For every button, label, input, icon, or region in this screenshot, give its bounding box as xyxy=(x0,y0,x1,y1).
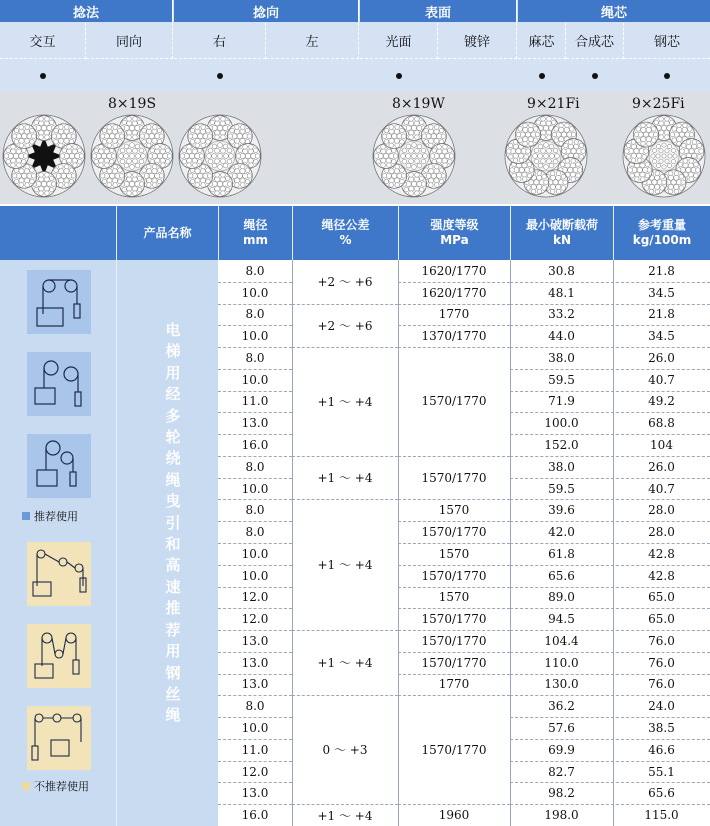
label-9x21fi: 9×21Fi xyxy=(527,96,580,112)
row-divider xyxy=(218,521,292,522)
row-divider xyxy=(218,434,292,435)
cell-weight: 49.2 xyxy=(648,394,675,409)
cell-diameter: 12.0 xyxy=(241,612,269,627)
cell-weight: 42.8 xyxy=(648,568,675,583)
option-left: 左 xyxy=(266,23,359,59)
cell-weight: 34.5 xyxy=(648,329,675,344)
row-divider xyxy=(398,347,510,348)
reeving-overhead-icon xyxy=(27,434,91,498)
row-divider xyxy=(218,369,292,370)
cell-weight: 65.0 xyxy=(648,590,675,605)
cell-diameter: 12.0 xyxy=(241,590,269,605)
reeving-multi-sheave-3-icon xyxy=(27,706,91,770)
row-divider xyxy=(510,674,710,675)
row-divider xyxy=(510,761,710,762)
cell-strength: 1370/1770 xyxy=(421,329,487,344)
legend-not-recommended-swatch xyxy=(22,782,30,790)
header-strength-text: 强度等级 xyxy=(430,218,479,232)
row-divider xyxy=(510,521,710,522)
row-divider xyxy=(292,347,398,348)
cell-breaking-load: 39.6 xyxy=(548,503,575,518)
cell-breaking-load: 130.0 xyxy=(544,677,579,692)
row-divider xyxy=(218,717,292,718)
cell-tolerance: +1 ～ +4 xyxy=(317,656,373,671)
cell-breaking-load: 38.0 xyxy=(548,350,575,365)
row-divider xyxy=(218,630,292,631)
header-lay-direction: 捻向 xyxy=(174,0,359,22)
cell-diameter: 10.0 xyxy=(241,721,269,736)
label-9x25fi: 9×25Fi xyxy=(632,96,685,112)
row-divider xyxy=(218,695,292,696)
header-strength xyxy=(398,206,510,260)
cell-diameter: 10.0 xyxy=(241,329,269,344)
row-divider xyxy=(510,565,710,566)
cell-weight: 104 xyxy=(650,438,673,453)
cell-diameter: 16.0 xyxy=(241,808,269,823)
cell-breaking-load: 89.0 xyxy=(548,590,575,605)
row-divider xyxy=(218,456,292,457)
cell-breaking-load: 94.5 xyxy=(548,612,575,627)
cell-diameter: 10.0 xyxy=(241,285,269,300)
dot-regular-lay xyxy=(0,60,86,91)
cell-tolerance: +2 ～ +6 xyxy=(317,275,373,290)
row-divider xyxy=(218,499,292,500)
option-lang-lay: 同向 xyxy=(86,23,173,59)
row-divider xyxy=(292,456,398,457)
cell-weight: 42.8 xyxy=(648,546,675,561)
cell-tolerance: +2 ～ +6 xyxy=(317,318,373,333)
dot-bright xyxy=(360,60,438,91)
cell-diameter: 13.0 xyxy=(241,633,269,648)
row-divider xyxy=(218,304,292,305)
row-divider xyxy=(218,608,292,609)
cell-weight: 68.8 xyxy=(648,416,675,431)
row-divider xyxy=(218,782,292,783)
cell-diameter: 11.0 xyxy=(241,394,269,409)
row-divider xyxy=(398,521,510,522)
row-divider xyxy=(292,304,398,305)
cell-breaking-load: 152.0 xyxy=(544,438,579,453)
cell-diameter: 8.0 xyxy=(245,307,265,322)
option-synthetic-core: 合成芯 xyxy=(566,23,624,59)
dot-right xyxy=(174,60,266,91)
cell-diameter: 10.0 xyxy=(241,481,269,496)
row-divider xyxy=(398,282,510,283)
product-name-char: 用 xyxy=(165,642,181,661)
row-divider xyxy=(292,804,398,805)
cell-strength: 1770 xyxy=(438,677,470,692)
row-divider xyxy=(398,499,510,500)
product-name-char: 绳 xyxy=(165,470,181,489)
row-divider xyxy=(398,695,510,696)
row-divider xyxy=(510,804,710,805)
header-lay-type: 捻法 xyxy=(0,0,173,22)
legend-recommended xyxy=(22,508,78,524)
cell-weight: 40.7 xyxy=(648,481,675,496)
cell-breaking-load: 82.7 xyxy=(548,764,575,779)
product-name-char: 曳 xyxy=(165,492,181,511)
reeving-multi-sheave-2-icon xyxy=(27,624,91,688)
cell-diameter: 8.0 xyxy=(245,459,265,474)
cell-breaking-load: 71.9 xyxy=(548,394,575,409)
cell-weight: 28.0 xyxy=(648,503,675,518)
row-divider xyxy=(292,695,398,696)
row-divider xyxy=(218,282,292,283)
row-divider xyxy=(510,478,710,479)
row-divider xyxy=(398,674,510,675)
rope-section-fibre-core-icon xyxy=(2,114,86,198)
cell-diameter: 8.0 xyxy=(245,503,265,518)
row-divider xyxy=(510,347,710,348)
cell-diameter: 8.0 xyxy=(245,263,265,278)
row-divider xyxy=(218,652,292,653)
header-product-name-text: 产品名称 xyxy=(143,225,192,240)
header-core: 绳芯 xyxy=(518,0,710,22)
row-divider xyxy=(218,325,292,326)
option-regular-lay: 交互 xyxy=(0,23,86,59)
reeving-double-wrap-icon xyxy=(27,352,91,416)
header-breaking-load-unit: kN xyxy=(552,233,572,247)
cell-weight: 38.5 xyxy=(648,721,675,736)
cell-weight: 21.8 xyxy=(648,307,675,322)
cell-breaking-load: 44.0 xyxy=(548,329,575,344)
product-name-char: 绕 xyxy=(165,449,181,468)
product-name-char: 推 xyxy=(165,599,181,618)
cell-breaking-load: 69.9 xyxy=(548,742,575,757)
dot-steel-core xyxy=(624,60,710,91)
row-divider xyxy=(218,347,292,348)
row-divider xyxy=(510,369,710,370)
cell-diameter: 8.0 xyxy=(245,350,265,365)
product-name-char: 高 xyxy=(165,556,181,575)
row-divider xyxy=(510,325,710,326)
product-name-char: 和 xyxy=(165,535,181,554)
row-divider xyxy=(218,543,292,544)
cell-weight: 76.0 xyxy=(648,655,675,670)
row-divider xyxy=(510,434,710,435)
product-name-char: 多 xyxy=(165,406,181,425)
rope-section-9x25fi-icon xyxy=(622,114,706,198)
cell-weight: 34.5 xyxy=(648,285,675,300)
row-divider xyxy=(510,739,710,740)
row-divider xyxy=(398,630,510,631)
legend-recommended-text: 推荐使用 xyxy=(34,510,78,523)
cell-weight: 65.0 xyxy=(648,612,675,627)
row-divider xyxy=(510,282,710,283)
option-fibre-core: 麻芯 xyxy=(518,23,566,59)
cell-diameter: 10.0 xyxy=(241,546,269,561)
cell-strength: 1570 xyxy=(438,590,470,605)
cell-strength: 1570/1770 xyxy=(421,612,487,627)
cell-breaking-load: 104.4 xyxy=(544,633,579,648)
product-name-char: 绳 xyxy=(165,706,181,725)
header-strength-unit: MPa xyxy=(440,233,469,247)
row-divider xyxy=(510,630,710,631)
header-breaking-load xyxy=(510,206,613,260)
dot-fibre-core xyxy=(518,60,566,91)
cell-breaking-load: 98.2 xyxy=(548,786,575,801)
cell-tolerance: +1 ～ +4 xyxy=(317,394,373,409)
legend-not-recommended xyxy=(22,778,89,794)
row-divider xyxy=(218,739,292,740)
cell-tolerance: +1 ～ +4 xyxy=(317,471,373,486)
row-divider xyxy=(510,695,710,696)
cell-weight: 28.0 xyxy=(648,525,675,540)
row-divider xyxy=(510,608,710,609)
cell-breaking-load: 36.2 xyxy=(548,699,575,714)
header-surface: 表面 xyxy=(360,0,517,22)
row-divider xyxy=(398,325,510,326)
cell-strength: 1570/1770 xyxy=(421,655,487,670)
cell-strength: 1570/1770 xyxy=(421,568,487,583)
cell-strength: 1620/1770 xyxy=(421,263,487,278)
cell-strength: 1620/1770 xyxy=(421,285,487,300)
cell-breaking-load: 59.5 xyxy=(548,481,575,496)
option-right: 右 xyxy=(174,23,266,59)
cell-strength: 1570/1770 xyxy=(421,633,487,648)
row-divider xyxy=(398,608,510,609)
cell-breaking-load: 110.0 xyxy=(544,655,579,670)
header-diameter-unit: mm xyxy=(242,233,268,247)
row-divider xyxy=(398,587,510,588)
cell-diameter: 13.0 xyxy=(241,416,269,431)
cell-diameter: 8.0 xyxy=(245,525,265,540)
reeving-single-wrap-icon xyxy=(27,270,91,334)
row-divider xyxy=(218,565,292,566)
option-bright: 光面 xyxy=(360,23,438,59)
cell-weight: 40.7 xyxy=(648,372,675,387)
cell-strength: 1570/1770 xyxy=(421,742,487,757)
rope-section-8x19s-steel-icon xyxy=(178,114,262,198)
row-divider xyxy=(398,304,510,305)
cell-diameter: 10.0 xyxy=(241,372,269,387)
row-divider xyxy=(218,587,292,588)
row-divider xyxy=(510,499,710,500)
options-table xyxy=(0,0,710,92)
cell-diameter: 13.0 xyxy=(241,677,269,692)
cell-strength: 1570/1770 xyxy=(421,525,487,540)
header-diameter xyxy=(218,206,292,260)
row-divider xyxy=(218,804,292,805)
cell-breaking-load: 42.0 xyxy=(548,525,575,540)
header-weight-text: 参考重量 xyxy=(637,218,686,232)
row-divider xyxy=(218,391,292,392)
label-8x19s: 8×19S xyxy=(108,96,157,112)
product-name-char: 电 xyxy=(165,321,181,339)
cell-weight: 65.6 xyxy=(648,786,675,801)
label-8x19w: 8×19W xyxy=(392,96,445,112)
cell-diameter: 12.0 xyxy=(241,764,269,779)
product-name-char: 荐 xyxy=(165,620,181,639)
header-tolerance-unit: % xyxy=(339,233,352,247)
cell-diameter: 16.0 xyxy=(241,438,269,453)
cell-tolerance: 0 ～ +3 xyxy=(322,743,368,758)
row-divider xyxy=(510,652,710,653)
option-steel-core: 钢芯 xyxy=(624,23,710,59)
cell-breaking-load: 61.8 xyxy=(548,546,575,561)
product-name-char: 轮 xyxy=(165,428,181,447)
row-divider xyxy=(510,391,710,392)
row-divider xyxy=(510,456,710,457)
cell-tolerance: +1 ～ +4 xyxy=(317,558,373,573)
header-tolerance-text: 绳径公差 xyxy=(321,218,370,232)
cell-weight: 115.0 xyxy=(644,808,679,823)
table-header xyxy=(0,206,710,260)
row-divider xyxy=(292,630,398,631)
row-divider xyxy=(218,478,292,479)
row-divider xyxy=(510,304,710,305)
row-divider xyxy=(398,652,510,653)
cell-breaking-load: 59.5 xyxy=(548,372,575,387)
rope-spec-table xyxy=(218,260,710,826)
cell-diameter: 10.0 xyxy=(241,568,269,583)
product-name-char: 钢 xyxy=(165,663,181,682)
cell-strength: 1570/1770 xyxy=(421,470,487,485)
legend-not-recommended-text: 不推荐使用 xyxy=(34,780,89,793)
header-breaking-load-text: 最小破断载荷 xyxy=(525,218,598,232)
cell-strength: 1960 xyxy=(438,808,470,823)
rope-section-9x21fi-icon xyxy=(504,114,588,198)
product-name-char: 丝 xyxy=(165,684,181,703)
cell-strength: 1570 xyxy=(438,546,470,561)
rope-section-8x19w-icon xyxy=(372,114,456,198)
product-name-char: 梯 xyxy=(165,342,181,361)
cell-breaking-load: 30.8 xyxy=(548,263,575,278)
cell-weight: 46.6 xyxy=(648,742,675,757)
cell-weight: 26.0 xyxy=(648,459,675,474)
cell-diameter: 13.0 xyxy=(241,786,269,801)
row-divider xyxy=(218,412,292,413)
header-weight-unit: kg/100m xyxy=(632,233,692,247)
option-galvanized: 镀锌 xyxy=(438,23,517,59)
header-product-name xyxy=(116,206,218,260)
cell-breaking-load: 38.0 xyxy=(548,459,575,474)
row-divider xyxy=(510,543,710,544)
row-divider xyxy=(510,782,710,783)
cell-strength: 1770 xyxy=(438,307,470,322)
product-name-char: 经 xyxy=(165,385,181,404)
cell-strength: 1570 xyxy=(438,503,470,518)
row-divider xyxy=(510,412,710,413)
reeving-multi-sheave-1-icon xyxy=(27,542,91,606)
row-divider xyxy=(292,499,398,500)
cell-breaking-load: 198.0 xyxy=(544,808,579,823)
cell-breaking-load: 48.1 xyxy=(548,285,575,300)
cell-weight: 24.0 xyxy=(648,699,675,714)
cell-diameter: 13.0 xyxy=(241,655,269,670)
cell-breaking-load: 65.6 xyxy=(548,568,575,583)
cross-section-row xyxy=(0,92,710,204)
rope-section-8x19s-synthetic-icon xyxy=(90,114,174,198)
cell-strength: 1570/1770 xyxy=(421,394,487,409)
cell-weight: 26.0 xyxy=(648,350,675,365)
row-divider xyxy=(218,761,292,762)
cell-weight: 76.0 xyxy=(648,677,675,692)
cell-diameter: 8.0 xyxy=(245,699,265,714)
cell-breaking-load: 33.2 xyxy=(548,307,575,322)
header-weight xyxy=(613,206,710,260)
cell-tolerance: +1 ～ +4 xyxy=(317,808,373,823)
product-name-char: 引 xyxy=(165,513,181,532)
product-name-vertical xyxy=(163,320,183,727)
row-divider xyxy=(398,456,510,457)
row-divider xyxy=(510,587,710,588)
cell-diameter: 11.0 xyxy=(241,742,269,757)
legend-recommended-swatch xyxy=(22,512,30,520)
header-tolerance xyxy=(292,206,398,260)
cell-weight: 21.8 xyxy=(648,263,675,278)
dot-synthetic-core xyxy=(566,60,624,91)
cell-weight: 76.0 xyxy=(648,633,675,648)
cell-breaking-load: 100.0 xyxy=(544,416,579,431)
row-divider xyxy=(398,543,510,544)
cell-weight: 55.1 xyxy=(648,764,675,779)
row-divider xyxy=(398,804,510,805)
product-name-char: 用 xyxy=(165,363,181,382)
row-divider xyxy=(398,565,510,566)
cell-breaking-load: 57.6 xyxy=(548,721,575,736)
header-diameter-text: 绳径 xyxy=(243,218,268,232)
row-divider xyxy=(510,717,710,718)
row-divider xyxy=(218,674,292,675)
product-name-char: 速 xyxy=(165,577,181,596)
